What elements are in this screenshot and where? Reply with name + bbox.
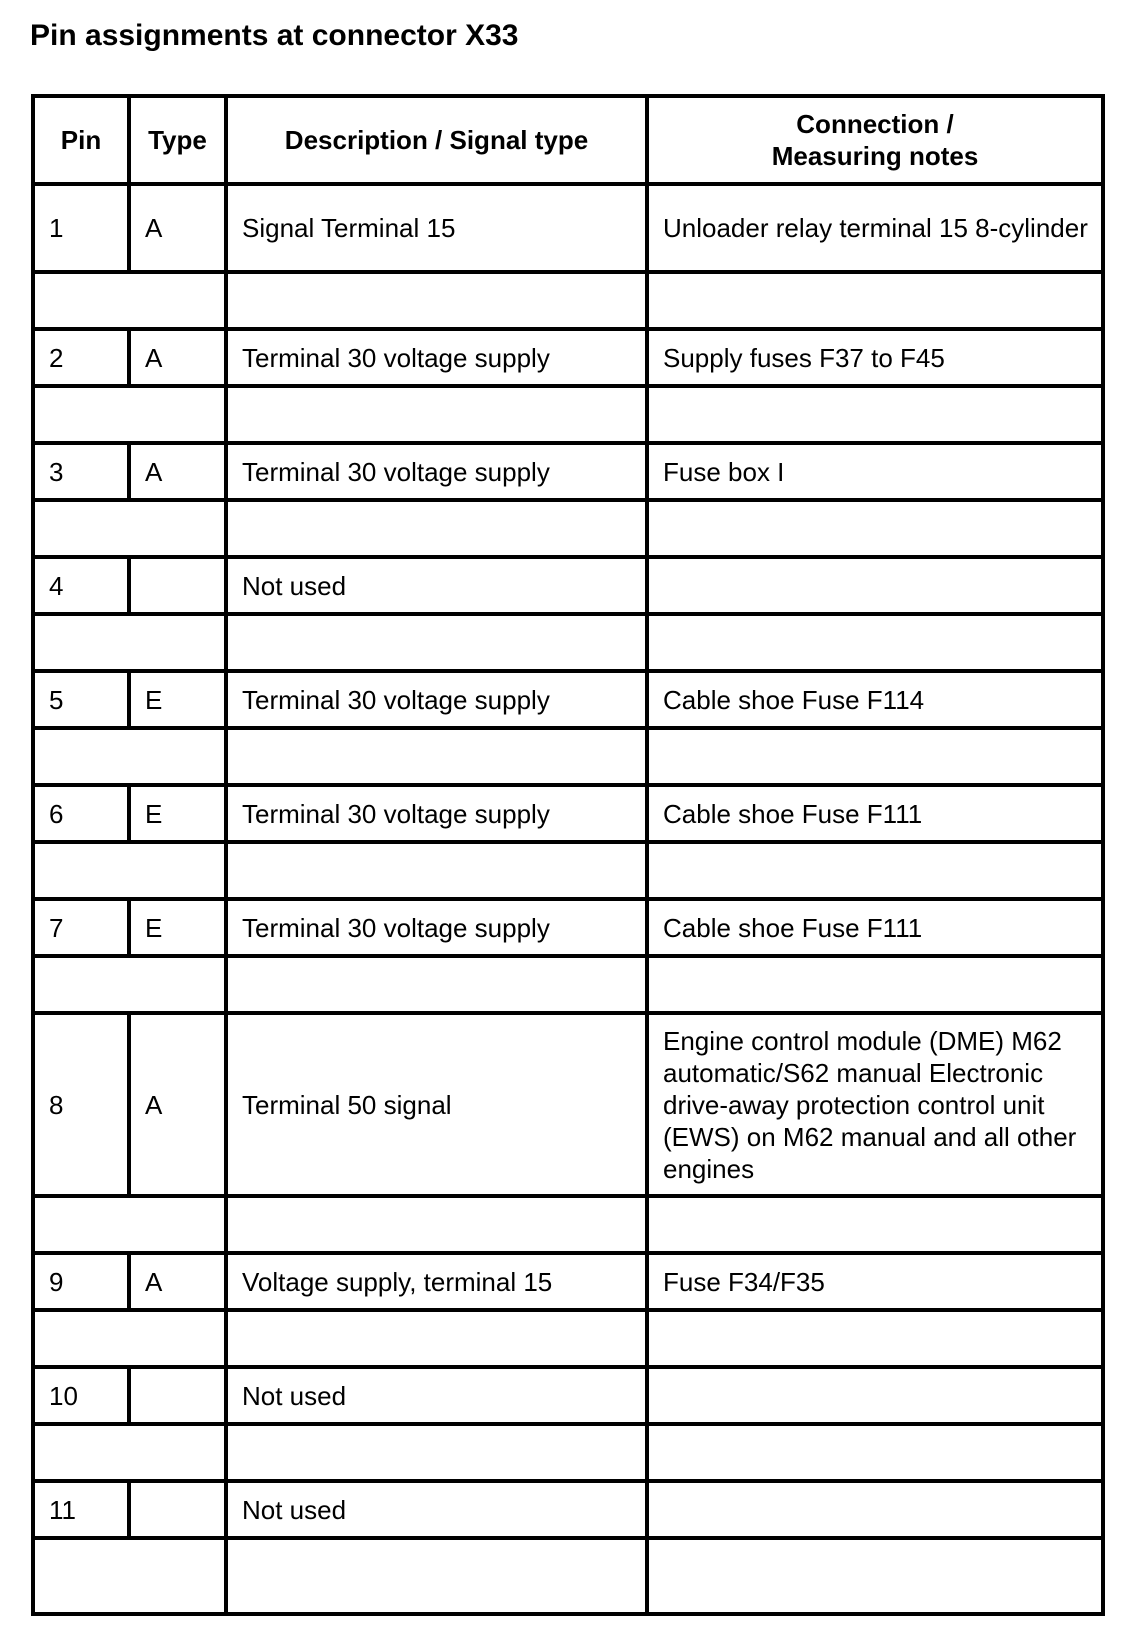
connection-cell [647,899,1103,956]
description-cell: Terminal 30 voltage supply [226,329,647,386]
spacer-row [33,842,1103,899]
pin-cell: 9 [33,1253,129,1310]
connection-text: Cable shoe Fuse F111 [663,798,923,829]
description-cell: Terminal 30 voltage supply [226,899,647,956]
header-connection-line1: Connection / [796,109,954,139]
connection-text: Supply fuses F37 to F45 [663,342,945,373]
description-cell: Not used [226,557,647,614]
pin-cell: 6 [33,785,129,842]
spacer-row [33,728,1103,785]
spacer-row [33,1424,1103,1481]
table-row [33,329,1103,386]
table-header-row [33,96,1103,184]
header-description: Description / Signal type [226,96,647,184]
header-connection [647,96,1103,184]
table-row [33,1481,1103,1538]
table-row [33,1013,1103,1196]
table-row [33,1367,1103,1424]
description-cell: Terminal 30 voltage supply [226,785,647,842]
description-cell: Voltage supply, terminal 15 [226,1253,647,1310]
spacer-row [33,1538,1103,1614]
type-cell: A [129,329,226,386]
type-cell: E [129,671,226,728]
header-connection-line2: Measuring notes [771,141,979,171]
pin-cell: 7 [33,899,129,956]
spacer-row [33,614,1103,671]
connection-cell [647,1367,1103,1424]
connection-text: Fuse F34/F35 [663,1266,825,1297]
table-row [33,785,1103,842]
spacer-row [33,500,1103,557]
spacer-row [33,956,1103,1013]
connection-cell [647,1481,1103,1538]
type-cell: A [129,184,226,272]
description-cell: Terminal 30 voltage supply [226,671,647,728]
type-cell: A [129,1013,226,1196]
connection-cell [647,1013,1103,1196]
connection-cell [647,671,1103,728]
connection-cell [647,557,1103,614]
table-body [33,96,1103,1614]
type-cell [129,1367,226,1424]
spacer-row [33,1196,1103,1253]
spacer-row [33,386,1103,443]
connection-text: Fuse box I [663,456,785,487]
pin-assignment-table [31,94,1105,1616]
spacer-row [33,1310,1103,1367]
description-cell: Terminal 30 voltage supply [226,443,647,500]
type-cell: E [129,785,226,842]
pin-cell: 1 [33,184,129,272]
pin-cell: 5 [33,671,129,728]
header-type: Type [129,96,226,184]
connection-text: Cable shoe Fuse F111 [663,912,923,943]
connection-text: Engine control module (DME) M62 automatic/S62 manual Electronic drive-away protection control unit (EWS) on M62 manual and all other engines [663,1025,1077,1184]
table-row [33,443,1103,500]
table-row [33,184,1103,272]
pin-cell: 2 [33,329,129,386]
pin-cell: 3 [33,443,129,500]
pin-cell: 11 [33,1481,129,1538]
connection-text: Cable shoe Fuse F114 [663,684,925,715]
table-row [33,899,1103,956]
spacer-row [33,272,1103,329]
pin-cell: 4 [33,557,129,614]
description-cell: Not used [226,1367,647,1424]
table-row [33,671,1103,728]
connection-text: Unloader relay terminal 15 8-cylinder [663,213,1088,243]
pin-cell: 8 [33,1013,129,1196]
connection-cell [647,443,1103,500]
type-cell [129,1481,226,1538]
type-cell: A [129,443,226,500]
type-cell: E [129,899,226,956]
description-cell: Not used [226,1481,647,1538]
page-title: Pin assignments at connector X33 [30,19,519,52]
connection-cell [647,329,1103,386]
pin-cell: 10 [33,1367,129,1424]
connection-cell [647,184,1103,272]
table-row [33,557,1103,614]
description-cell: Signal Terminal 15 [226,184,647,272]
table-row [33,1253,1103,1310]
type-cell: A [129,1253,226,1310]
connection-cell [647,1253,1103,1310]
connection-cell [647,785,1103,842]
type-cell [129,557,226,614]
description-cell: Terminal 50 signal [226,1013,647,1196]
header-pin: Pin [33,96,129,184]
